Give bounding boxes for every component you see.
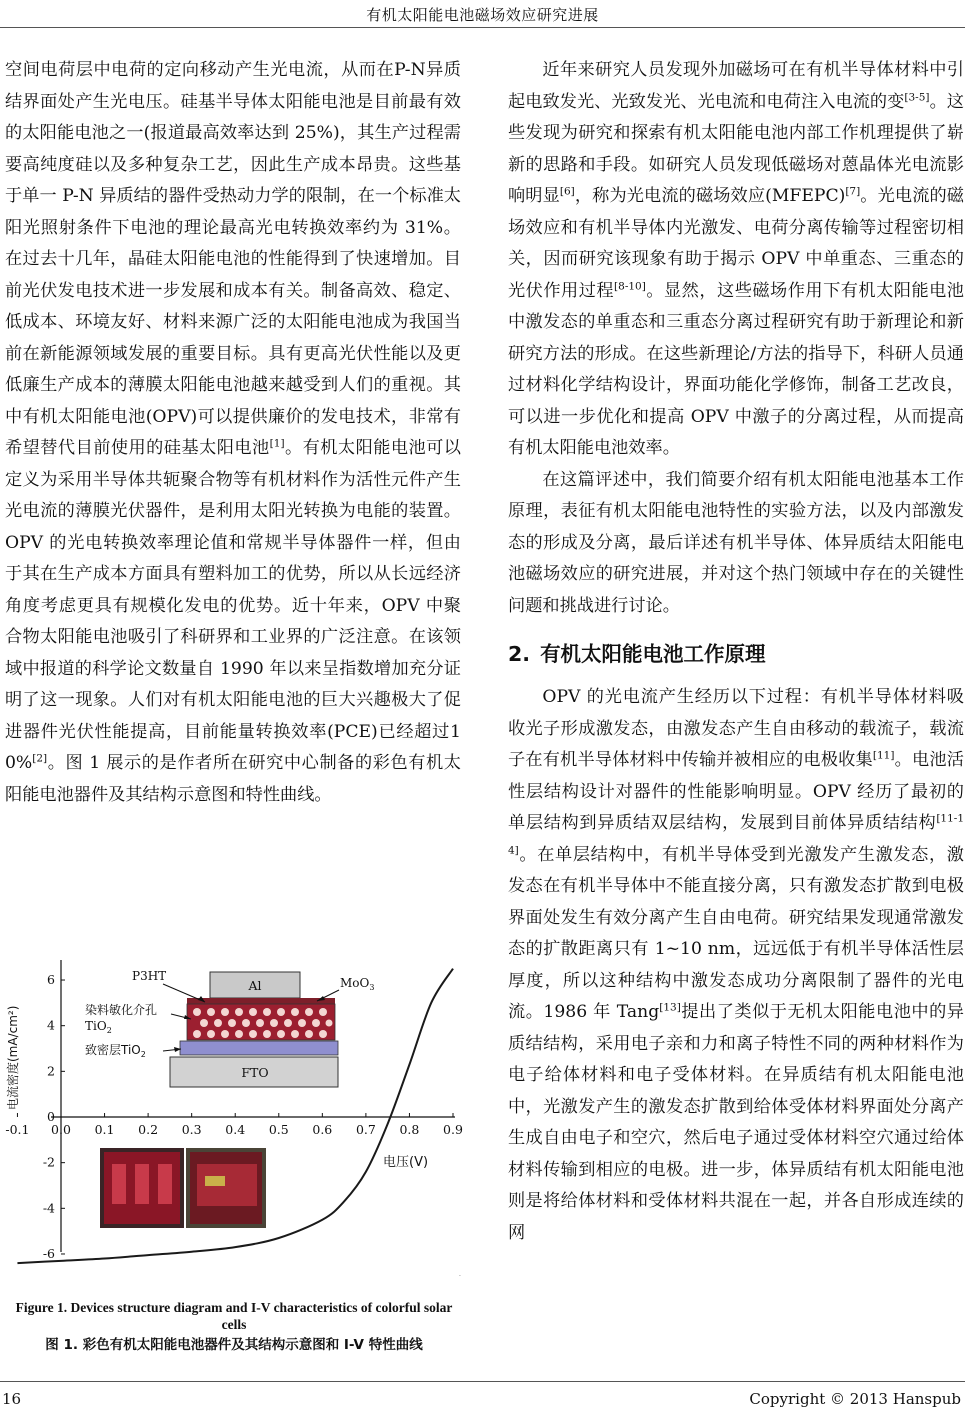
figure-caption-en: Figure 1. Devices structure diagram and I-V characteristics of colorful solar cells — [15, 1300, 453, 1332]
y-tick-label: 6 — [47, 972, 55, 988]
x-tick-label: 0.9 — [443, 1122, 463, 1137]
x-tick-label: 0.1 — [94, 1122, 115, 1137]
citation: [13] — [659, 1001, 681, 1014]
figure-caption-zh: 图 1. 彩色有机太阳能电池器件及其结构示意图和 I-V 特性曲线 — [45, 1337, 423, 1353]
y-tick-label: 2 — [47, 1063, 55, 1079]
citation: [2] — [32, 752, 48, 765]
citation: [8-10] — [614, 279, 646, 292]
x-tick-label: 0.5 — [268, 1122, 289, 1137]
y-tick-label: -4 — [42, 1200, 55, 1216]
device-structure — [85, 969, 374, 1087]
figure-1 — [5, 950, 463, 1280]
x-tick-label: 0.6 — [312, 1122, 333, 1137]
left-paragraph-1: 空间电荷层中电荷的定向移动产生光电流，从而在P-N异质结界面处产生光电压。硅基半导体太阳能电池是目前最有效的太阳能电池之一(报道最高效率达到 25%)，其生产过程需要高纯度硅以及多种复杂工艺，因此生产成本昂贵。这些基于单一 P-N 异质结的器件受热动力学的限制，在一个标准太阳光照射条件下电池的理论最高光电转换效率约为 31%。在过去十几年，晶硅太阳能电池的性能得到了快速增加。目前光伏发电技术进一步发展和成本有关。制备高效、稳定、低成本、环境友好、材料来源广泛的太阳能电池成为我国当前在新能源领域发展的重要目标。具有更高光伏性能以及更低廉生产成本的薄膜太阳能电池越来越受到人们的重视。其中有机太阳能电池(OPV)可以提供廉价的发电技术，非常有希望替代目前使用的硅基太阳电池[1]。有机太阳能电池可以定义为采用半导体共轭聚合物等有机材料作为活性元件产生光电流的薄膜光伏器件，是利用太阳光转换为电能的装置。OPV 的光电转换效率理论值和常规半导体器件一样，但由于其在生产成本方面具有塑料加工的优势，所以从长远经济角度考虑更具有规模化发电的优势。近十年来，OPV 中聚合物太阳能电池吸引了科研界和工业界的广泛注意。在该领域中报道的科学论文数量自 1990 年以来呈指数增加充分证明了这一现象。人们对有机太阳能电池的巨大兴趣极大了促进器件光伏性能提高，目前能量转换效率(PCE)已经超过10%[2]。图 1 展示的是作者所在研究中心制备的彩色有机太阳能电池器件及其结构示意图和特性曲线。 — [5, 60, 461, 805]
section-heading: 2. 有机太阳能电池工作原理 — [508, 642, 766, 666]
footer-rule — [0, 1381, 965, 1382]
x-tick-label: 0.7 — [355, 1122, 376, 1137]
iv-chart — [5, 950, 463, 1280]
citation: [3-5] — [904, 90, 930, 103]
dense-tio2-label: 致密层TiO$_2$ — [85, 1043, 146, 1059]
y-tick-label: 0 — [47, 1109, 55, 1124]
citation: [11] — [872, 749, 895, 762]
dye-tio2-label: 染料敏化介孔 — [85, 1003, 158, 1017]
right-paragraph-1: 近年来研究人员发现外加磁场可在有机半导体材料中引起电致发光、光致发光、光电流和电荷注入电流的变[3-5]。这些发现为研究和探索有机太阳能电池内部工作机理提供了崭新的思路和手段。如研究人员发现低磁场对蒽晶体光电流影响明显[6]，称为光电流的磁场效应(MFEPC)[7]。光电流的磁场效应和有机半导体内光激发、电荷分离传输等过程密切相关，因而研究该现象有助于揭示 OPV 中单重态、三重态的光伏作用过程[8-10]。显然，这些磁场作用下有机太阳能电池中激发态的单重态和三重态分离过程研究有助于新理论和新研究方法的形成。在这些新理论/方法的指导下，科研人员通过材料化学结构设计，界面功能化学修饰，制备工艺改良，可以进一步优化和提高 OPV 中激子的分离过程，从而提高有机太阳能电池效率。 — [508, 60, 964, 458]
left-column — [5, 55, 461, 811]
y-tick-label: -6 — [42, 1245, 55, 1261]
x-tick-label: 0.0 — [51, 1122, 71, 1137]
citation: [11-14] — [508, 812, 964, 856]
y-tick-label: 4 — [47, 1017, 55, 1033]
y-axis-label: 电流密度(mA/cm²) — [6, 1005, 20, 1110]
right-column — [508, 55, 964, 1249]
header-rule — [0, 27, 965, 28]
citation: [1] — [269, 437, 285, 450]
moo3-label: MoO$_3$ — [340, 976, 375, 992]
y-ticks — [43, 972, 65, 1261]
moo3-layer — [187, 998, 335, 1004]
p3ht-label: P3HT — [132, 969, 167, 983]
citation: [6] — [559, 185, 575, 198]
x-tick-label: 0.4 — [225, 1122, 246, 1137]
al-label: Al — [248, 978, 262, 993]
citation: [7] — [845, 185, 861, 198]
running-title: 有机太阳能电池磁场效应研究进展 — [366, 6, 599, 24]
x-tick-label: 0.8 — [399, 1122, 420, 1137]
y-tick-label: -2 — [42, 1154, 55, 1170]
fto-label: FTO — [241, 1065, 269, 1080]
x-tick-label: 0.3 — [181, 1122, 202, 1137]
device-photos — [100, 1148, 266, 1228]
right-paragraph-3: OPV 的光电流产生经历以下过程：有机半导体材料吸收光子形成激发态，由激发态产生自由移动的载流子，载流子在有机半导体材料中传输并被相应的电极收集[11]。电池活性层结构设计对器件的性能影响明显。OPV 经历了最初的单层结构到异质结双层结构，发展到目前体异质结结构[11-14]。在单层结构中，有机半导体受到光激发产生激发态，激发态在有机半导体中不能直接分离，只有激发态扩散到电极界面处发生有效分离产生自由电荷。研究结果发现通常激发态的扩散距离只有 1~10 nm，远远低于有机半导体活性层厚度，所以这种结构中激发态成功分离限制了器件的光电流。1986 年 Tang[13]提出了类似于无机太阳能电池中的异质结结构，采用电子亲和力和离子特性不同的两种材料作为电子给体材料和电子受体材料。在异质结有机太阳能电池中，光激发产生的激发态扩散到给体受体材料界面处分离产生成自由电子和空穴，然后电子通过受体材料空穴通过给体材料传输到相应的电极。进一步，体异质结有机太阳能电池则是将给体材料和受体材料共混在一起，并各自形成连续的网 — [508, 687, 964, 1243]
dye-tio2-label-2: TiO$_2$ — [85, 1019, 112, 1035]
x-tick-label: -0.1 — [5, 1122, 30, 1137]
dense-tio2-layer — [180, 1041, 338, 1055]
svg-text:·: · — [459, 1273, 461, 1280]
right-paragraph-2: 在这篇评述中，我们简要介绍有机太阳能电池基本工作原理，表征有机太阳能电池特性的实验方法，以及内部激发态的形成及分离，最后详述有机半导体、体异质结太阳能电池磁场效应的研究进展，并对这个热门领域中存在的关键性问题和挑战进行讨论。 — [508, 469, 964, 616]
x-axis-label: 电压(V) — [383, 1155, 429, 1170]
x-tick-label: 0.2 — [138, 1122, 159, 1137]
copyright: Copyright © 2013 Hanspub — [749, 1390, 961, 1408]
page-number: 16 — [2, 1390, 22, 1408]
